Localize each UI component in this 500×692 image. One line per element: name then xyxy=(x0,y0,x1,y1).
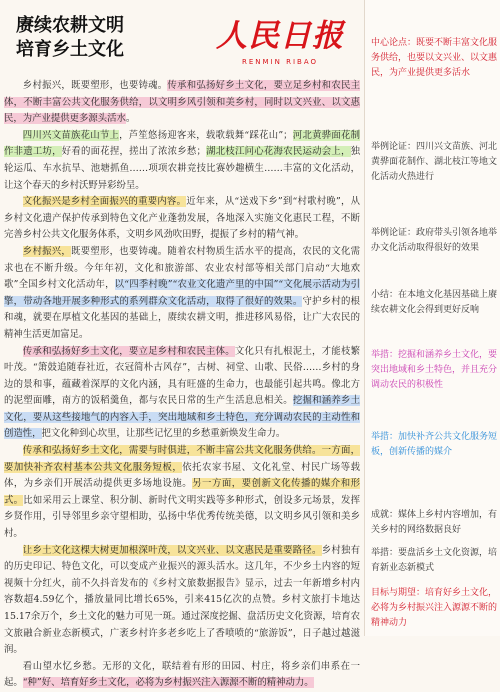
highlighted-text: 让乡土文化这棵大树更加根深叶茂，以文兴业、以文惠民是重要路径。 xyxy=(22,544,322,556)
annotation-column xyxy=(364,0,500,636)
title-line-1: 赓续农耕文明 xyxy=(16,15,124,36)
highlighted-text: 传承和弘扬好乡土文化，要立足乡村和农民主体，不断丰富公共文化服务供给，以文明乡风引领和美乡村，同时以文兴业、以文惠民，为产业提供更多源头活水 xyxy=(4,80,360,125)
highlighted-text: 以“四季村晚”“农业文化遗产里的中国”“文化展示活动为引擎，带动各地开展多种形式的系列群众文化活动，取得了很好的效果。 xyxy=(4,279,360,307)
article-paragraph xyxy=(4,443,360,543)
annotation-note: 举措：挖掘和涵养乡土文化，要突出地域和乡土特色，并且充分调动农民的积极性 xyxy=(371,350,498,390)
annotation-note: 举措：加快补齐公共文化服务短板，创新传播的媒介 xyxy=(371,432,498,457)
body-text: 依托农家书屋、文化礼堂、村民广场等载体，为乡亲们开展活动提供更多场地设施。 xyxy=(4,461,360,490)
annotation-note: 目标与期望：培育好乡土文化，必将为乡村振兴注入源源不断的精神动力 xyxy=(371,588,498,628)
body-text: 既要塑形，也要铸魂。随着农村物质生活水平的提高，农民的文化需求也在不断升级。今年年初，文化和旅游部、农业农村部等相关部门启动“大地欢歌”全国乡村文化活动年， xyxy=(4,245,360,291)
article-paragraph xyxy=(4,244,360,344)
annotation-note: 举措：要盘活乡土文化资源，培育新业态新模式 xyxy=(371,548,498,573)
highlighted-text: 传承和弘扬好乡土文化，要立足乡村和农民主体。 xyxy=(22,345,235,357)
highlighted-text: “种”好、培育好乡土文化，必将为乡村振兴注入源源不断的精神动力。 xyxy=(22,677,314,689)
body-text: 好看的面花捏，搓出了浓浓乡愁； xyxy=(61,146,206,158)
logo-name: 人民日报 xyxy=(216,18,344,54)
body-text: 把文化种到心坎里，让那些记忆里的乡愁重新焕发生命力。 xyxy=(41,428,286,440)
body-text: 近年来，从“送戏下乡”到“村歌村晚”，从乡村文化遗产保护传承到特色文化产业蓬勃发展，各地深入实施文化惠民工程，不断完善乡村公共文化服务体系，文明乡风劲吹田野，提振了乡村的精气神。 xyxy=(4,196,360,241)
highlighted-text: 文化振兴是乡村全面振兴的重要内容。 xyxy=(22,196,187,208)
annotation-note: 中心论点：既要不断丰富文化服务供给，也要以文兴业、以文惠民，为产业提供更多活水 xyxy=(371,38,498,78)
body-text: 看山望水忆乡愁。无形的文化，联结着有形的田园、村庄，将乡亲们串系在一起。 xyxy=(4,660,360,689)
title-line-2: 培育乡土文化 xyxy=(16,39,124,60)
highlighted-text: 传承和弘扬好乡土文化，需要与时俱进，不断丰富公共文化服务供给。一方面，要加快补齐农村基本公共文化服务短板， xyxy=(4,445,360,473)
annotation-note: 小结：在本地文化基因基础上赓续农耕文化会得到更好反响 xyxy=(371,290,498,315)
body-text: 独轮运瓜、车水抗旱、池塘抓鱼……项项农耕竞技比赛妙趣横生……丰富的文化活动，让这个春天的乡村沃野异彩纷呈。 xyxy=(4,146,360,191)
article-paragraph xyxy=(4,128,360,194)
annotation-note: 举例论证：政府带头引领各地举办文化活动取得很好的效果 xyxy=(371,228,498,253)
highlighted-text: 四川兴文苗族花山节上 xyxy=(22,129,120,141)
article-paragraph xyxy=(4,344,360,444)
logo-romanization: RENMIN RIBAO xyxy=(242,58,318,66)
highlighted-text: 湖北枝江问心花海农民运动会上， xyxy=(205,146,351,158)
body-text: ，芦笙悠扬迎客来，载歌载舞“踩花山”； xyxy=(119,129,293,141)
article-paragraph xyxy=(4,659,360,692)
article-paragraph xyxy=(4,543,360,659)
highlighted-text: 另一方面，要创新文化传播的媒介和形式。 xyxy=(4,478,360,506)
body-text: 。 xyxy=(125,113,136,125)
body-text: 比如采用云上课堂、积分制、新时代文明实践等多种形式，创设多元场景，发挥乡贤作用，引导邻里乡亲守望相助，弘扬中华优秀传统美德，以文明乡风引领和美乡村。 xyxy=(4,494,360,540)
body-text: 乡村独有的历史印记、特色文化，可以变成产业振兴的源头活水。这几年，不少乡土内容的短视频十分红火，前不久抖音发布的《乡村文旅数据报告》显示，过去一年新增乡村内容数超4.59亿个，播放量同比增长65%，引来415亿次的点赞。乡村文旅打卡地达15.17余万个，乡土文化的魅力可见一斑。通过深度挖掘、盘活历史文化资源，培育农文旅融合新业态新模式，广袤乡村许多老乡吃上了香喷喷的“旅游饭”，日子越过越滋润。 xyxy=(4,544,360,656)
annotation-note: 成就：媒体上乡村内容增加，有关乡村的网络数据良好 xyxy=(371,510,498,535)
body-text: 乡村振兴，既要塑形，也要铸魂。 xyxy=(22,80,168,91)
highlighted-text: 乡村振兴， xyxy=(22,245,72,257)
article-body xyxy=(4,78,360,692)
article-paragraph xyxy=(4,78,360,128)
article-title xyxy=(16,14,186,62)
article-paragraph xyxy=(4,194,360,244)
highlighted-text: 河北黄骅面花制作非遗工坊， xyxy=(4,129,360,158)
newspaper-logo xyxy=(205,12,355,78)
annotation-note: 举例论证：四川兴文苗族、河北黄骅面花制作、湖北枝江等地文化活动火热进行 xyxy=(371,142,498,182)
highlighted-text: 挖掘和涵养乡土文化，要从这些接地气的内容入手，突出地域和乡土特色，充分调动农民的主动性和创造性， xyxy=(4,395,360,440)
body-text: 文化只有扎根泥土，才能枝繁叶茂。“箫鼓追随春社近，衣冠简朴古风存”，古树、祠堂、山歌、民俗……乡村的身边的景和事，蕴藏着深厚的文化内涵，具有旺盛的生命力，也最能引起共鸣。像北方的泥塑面雕，南方的饭稻羹鱼，都与农民日常的生产生活息息相关。 xyxy=(4,345,360,407)
body-text: 守护乡村的根和魂，就要在厚植文化基因的基础上，赓续农耕文明，推进移风易俗，让广大农民的精神生活更加富足。 xyxy=(4,295,360,340)
